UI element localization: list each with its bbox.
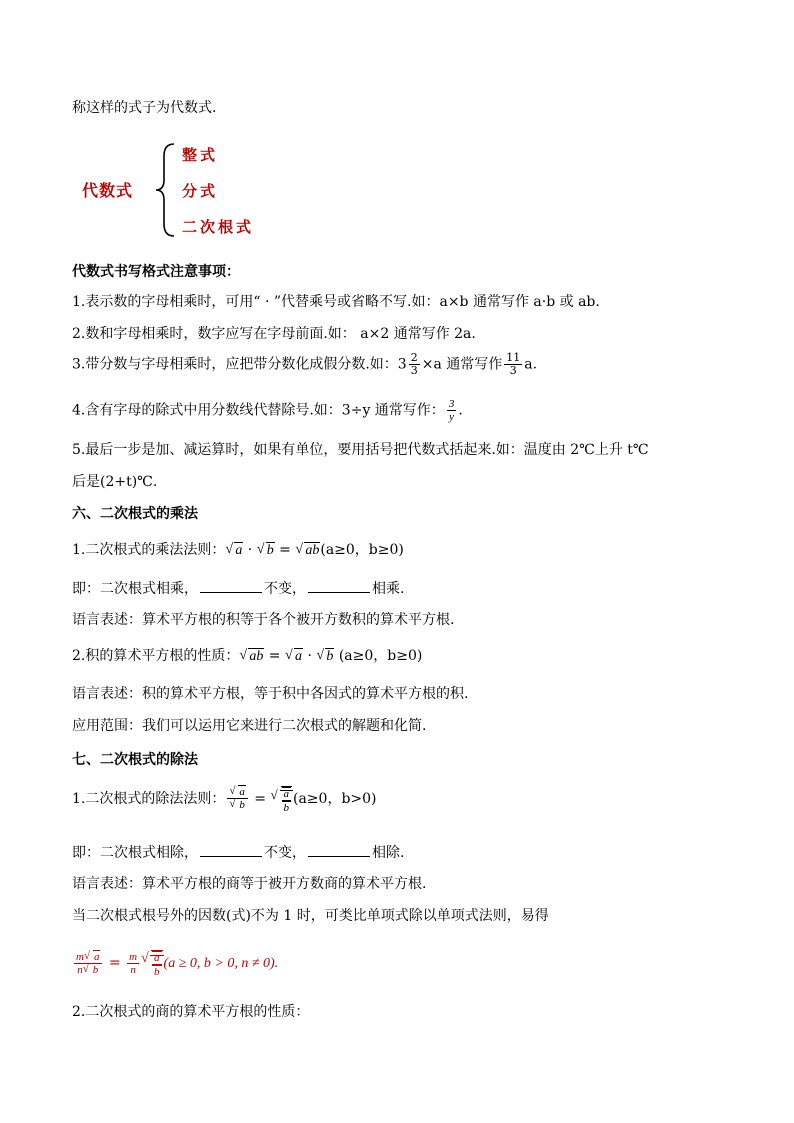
rule3-text-a: 3.带分数与字母相乘时，应把带分数化成假分数.如：3 xyxy=(72,356,407,373)
section6-fill-text-a: 即：二次根式相乘， xyxy=(72,581,198,597)
format-rule-2: 2.数和字母相乘时，数字应写在字母前面.如： a×2 通常写作 2a. xyxy=(72,326,476,342)
section6-statement-1: 语言表述：算术平方根的积等于各个被开方数积的算术平方根. xyxy=(72,612,455,628)
classification-item-fractional: 分式 xyxy=(182,182,219,200)
rule4-den: y xyxy=(449,411,454,423)
sqrt-a-2: √ a xyxy=(285,647,303,667)
rule3-text-b: ×a 通常写作 xyxy=(421,356,503,373)
section6-fill-text-b: 不变， xyxy=(264,581,306,597)
intro-text: 称这样的式子为代数式. xyxy=(72,100,217,116)
rule3-improper-fraction xyxy=(504,352,522,377)
section6-property-text: 2.积的算术平方根的性质： xyxy=(72,648,240,664)
brace-icon xyxy=(154,140,178,240)
rule3-mixed-fraction xyxy=(409,352,420,377)
section6-fill-in xyxy=(72,578,404,599)
section7-fill-in xyxy=(72,842,404,863)
section6-fill-text-c: 相乘. xyxy=(372,581,405,597)
section7-rule1-text: 1.二次根式的除法法则： xyxy=(72,790,226,807)
m-over-n: $\frac{m}{n}$ xyxy=(129,950,138,976)
section6-rule1-text: 1.二次根式的乘法法则： xyxy=(72,542,226,558)
rule4-text-a: 4.含有字母的除式中用分数线代替除号.如：3÷y 通常写作： xyxy=(72,402,445,419)
section7-formula: $\frac{m√ a}{n√ b}$ = $\frac{m}{n}$ √ $\frac{a}{b}$ (a ≥ 0, b > 0, n ≠ 0). xyxy=(72,950,278,978)
format-rule-5-line2: 后是(2+t)℃. xyxy=(72,474,158,490)
section6-statement-2: 语言表述：积的算术平方根，等于积中各因式的算术平方根的积. xyxy=(72,686,469,702)
sqrt-a-over-b-2: √ $\frac{a}{b}$ xyxy=(141,950,164,978)
classification-item-radical: 二次根式 xyxy=(182,218,255,236)
rule3-frac-den: 3 xyxy=(509,364,517,377)
format-rule-3 xyxy=(72,352,537,377)
section7-formula-condition: (a ≥ 0, b > 0, n ≠ 0). xyxy=(163,956,279,972)
section6-property: 2.积的算术平方根的性质：√ ab = √ a · √ b (a≥0，b≥0) xyxy=(72,646,422,667)
rule3-text-c: a. xyxy=(524,356,538,373)
section6-heading: 六、二次根式的乘法 xyxy=(72,506,198,522)
section6-rule1-condition: (a≥0，b≥0) xyxy=(320,542,404,558)
sqrt-b-2: √ b xyxy=(316,647,334,667)
sqrt-a-over-sqrt-b: √ a √ b xyxy=(227,786,248,811)
blank-1[interactable] xyxy=(200,578,262,593)
rule3-mixed-den: 3 xyxy=(410,364,418,377)
blank-3[interactable] xyxy=(200,842,262,857)
sqrt-ab-2: √ ab xyxy=(239,647,264,667)
sqrt-b: √ b xyxy=(257,541,275,561)
section7-analogy: 当二次根式根号外的因数(式)不为 1 时，可类比单项式除以单项式法则，易得 xyxy=(72,908,549,924)
format-rule-4 xyxy=(72,398,463,423)
format-rule-5-line1: 5.最后一步是加、减运算时，如果有单位，要用括号把代数式括起来.如：温度由 2℃上升 t℃ xyxy=(72,442,649,458)
rule4-text-b: . xyxy=(458,402,463,419)
section7-heading: 七、二次根式的除法 xyxy=(72,752,198,768)
rule3-frac-num: 11 xyxy=(506,351,521,364)
format-rule-1: 1.表示数的字母相乘时，可用“ · ”代替乘号或省略不写.如：a×b 通常写作 a·b 或 ab. xyxy=(72,294,600,310)
classification-item-integral: 整式 xyxy=(182,146,219,164)
sqrt-a: √ a xyxy=(225,541,243,561)
blank-2[interactable] xyxy=(308,578,370,593)
section7-fill-text-a: 即：二次根式相除， xyxy=(72,845,198,861)
section7-rule1: 1.二次根式的除法法则： √ a √ b = √ $\frac{a}{b}$ (a≥0，b>0) xyxy=(72,786,377,814)
section7-property-heading: 2.二次根式的商的算术平方根的性质： xyxy=(72,1004,310,1020)
section7-statement: 语言表述：算术平方根的商等于被开方数商的算术平方根. xyxy=(72,876,427,892)
rule4-num: 3 xyxy=(448,398,455,410)
section6-application: 应用范围：我们可以运用它来进行二次根式的解题和化简. xyxy=(72,718,427,734)
section7-fill-text-c: 相除. xyxy=(372,845,405,861)
classification-diagram xyxy=(82,140,282,240)
m-sqrt-a-over-n-sqrt-b: $\frac{m√ a}{n√ b}$ xyxy=(74,951,102,976)
sqrt-a-over-b: √ $\frac{a}{b}$ xyxy=(271,786,294,814)
section6-rule1: 1.二次根式的乘法法则：√ a · √ b = √ ab(a≥0，b≥0) xyxy=(72,540,404,561)
rule4-fraction xyxy=(447,398,457,423)
classification-label: 代数式 xyxy=(82,181,134,200)
sqrt-ab: √ ab xyxy=(295,541,320,561)
blank-4[interactable] xyxy=(308,842,370,857)
format-rules-heading: 代数式书写格式注意事项： xyxy=(72,264,240,280)
section7-fill-text-b: 不变， xyxy=(264,845,306,861)
section6-property-condition: (a≥0，b≥0) xyxy=(338,648,423,664)
section7-rule1-condition: (a≥0，b>0) xyxy=(293,790,377,807)
rule3-mixed-num: 2 xyxy=(410,351,418,364)
